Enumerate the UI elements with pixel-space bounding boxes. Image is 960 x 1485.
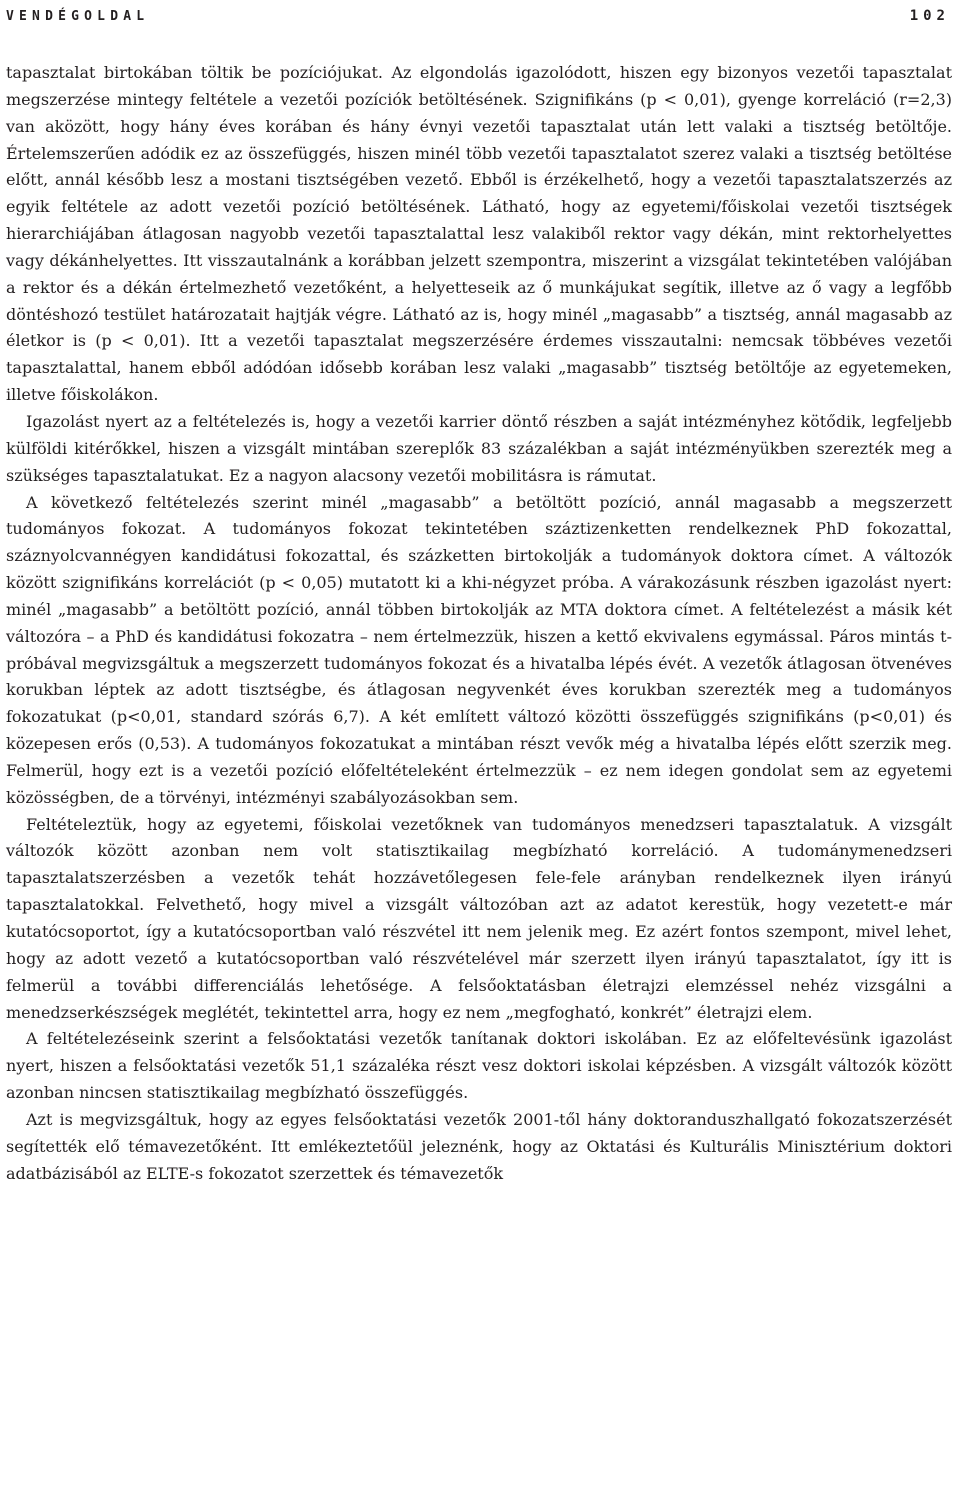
paragraph: tapasztalat birtokában töltik be pozíciójukat. Az elgondolás igazolódott, hiszen egy bizonyos vezetői tapasztalat megszerzése mintegy feltétele a vezetői pozíciók betöltésének. Szignifikáns (p < 0,01), gyenge korreláció (r=2,3) van aközött, hogy hány éves korában és hány évnyi vezetői tapasztalat után lett valaki a tisztség betöltője. Értelemszerűen adódik ez az összefüggés, hiszen minél több vezetői tapasztalatot szerez valaki a tisztség betöltése előtt, annál később lesz a mostani tisztségében vezető. Ebből is érzékelhető, hogy a vezetői tapasztalatszerzés az egyik feltétele az adott vezetői pozíció betöltésének. Látható, hogy az egyetemi/főiskolai vezetői tisztségek hierarchiájában átlagosan nagyobb vezetői tapasztalattal lesz valakiből rektor vagy dékán, mint rektorhelyettes vagy dékánhelyettes. Itt visszautalnánk a korábban jelzett szempontra, miszerint a vizsgálat tekintetében valójában a rektor és a dékán értelmezhető vezetőként, a helyetteseik az ő munkájukat segítik, illetve az ő vagy a legfőbb döntéshozó testület határozatait hajtják végre. Látható az is, hogy minél „magasabb” a tisztség, annál magasabb az életkor is (p < 0,01). Itt a vezetői tapasztalat megszerzésére érdemes visszautalni: nemcsak többéves vezetői tapasztalattal, hanem ebből adódóan idősebb korában lesz valaki „magasabb” tisztség betöltője az egyetemeken, illetve főiskolákon. <box>6 63 952 405</box>
paragraph: A feltételezéseink szerint a felsőoktatási vezetők tanítanak doktori iskolában. Ez az előfeltevésünk igazolást nyert, hiszen a felsőoktatási vezetők 51,1 százaléka részt vesz doktori iskolai képzésben. A vizsgált változók között azonban nincsen statisztikailag megbízható összefüggés. <box>6 1029 952 1103</box>
page-number: 102 <box>909 8 950 24</box>
section-title: VENDÉGOLDAL <box>6 8 150 24</box>
paragraph: Azt is megvizsgáltuk, hogy az egyes felsőoktatási vezetők 2001-től hány doktoranduszhallgató fokozatszerzését segítették elő témavezetőként. Itt emlékeztetőül jeleznénk, hogy az Oktatási és Kulturális Minisztérium doktori adatbázisából az ELTE-s fokozatot szerzettek és témavezetők <box>6 1109 952 1183</box>
page-header <box>6 4 950 28</box>
article-body <box>6 60 952 1187</box>
paragraph: A következő feltételezés szerint minél „magasabb” a betöltött pozíció, annál magasabb a megszerzett tudományos fokozat. A tudományos fokozat tekintetében száztizenketten rendelkeznek PhD fokozattal, száznyolcvannégyen kandidátusi fokozattal, és százketten birtokolják a tudományok doktora címet. A változók között szignifikáns korrelációt (p < 0,05) mutatott ki a khi-négyzet próba. A várakozásunk részben igazolást nyert: minél „magasabb” a betöltött pozíció, annál többen birtokolják az MTA doktora címet. A feltételezést a másik két változóra – a PhD és kandidátusi fokozatra – nem értelmezzük, hiszen a kettő ekvivalens egymással. Páros mintás t-próbával megvizsgáltuk a megszerzett tudományos fokozat és a hivatalba lépés évét. A vezetők átlagosan ötvenéves korukban léptek az adott tisztségbe, és átlagosan negyvenkét éves korukban szerezték meg a tudományos fokozatukat (p<0,01, standard szórás 6,7). A két említett változó közötti összefüggés szignifikáns (p<0,01) és közepesen erős (0,53). A tudományos fokozatukat a mintában részt vevők még a hivatalba lépés előtt szerzik meg. Felmerül, hogy ezt is a vezetői pozíció előfeltételeként értelmezzük – ez nem idegen gondolat sem az egyetemi közösségben, de a törvényi, intézményi szabályozásokban sem. <box>6 492 952 807</box>
paragraph: Igazolást nyert az a feltételezés is, hogy a vezetői karrier döntő részben a saját intézményhez kötődik, legfeljebb külföldi kitérőkkel, hiszen a vizsgált mintában szereplők 83 százalékban a saját intézményükben szerezték meg a szükséges tapasztalatukat. Ez a nagyon alacsony vezetői mobilitásra is rámutat. <box>6 411 952 485</box>
paragraph: Feltételeztük, hogy az egyetemi, főiskolai vezetőknek van tudományos menedzseri tapasztalatuk. A vizsgált változók között azonban nem volt statisztikailag megbízható korreláció. A tudománymenedzseri tapasztalatszerzésben a vezetők tehát hozzávetőlegesen fele-fele arányban rendelkeznek ilyen irányú tapasztalatokkal. Felvethető, hogy mivel a vizsgált változóban azt az adatot kerestük, hogy vezetett-e már kutatócsoportot, így a kutatócsoportban való részvétel itt nem jelenik meg. Ez azért fontos szempont, mivel lehet, hogy az adott vezető a kutatócsoportban való részvételével már szerzett ilyen irányú tapasztalatot, így itt is felmerül a további differenciálás lehetősége. A felsőoktatásban életrajzi elemzéssel nehéz vizsgálni a menedzserkészségek meglétét, tekintettel arra, hogy ez nem „megfogható, konkrét” életrajzi elem. <box>6 814 952 1022</box>
